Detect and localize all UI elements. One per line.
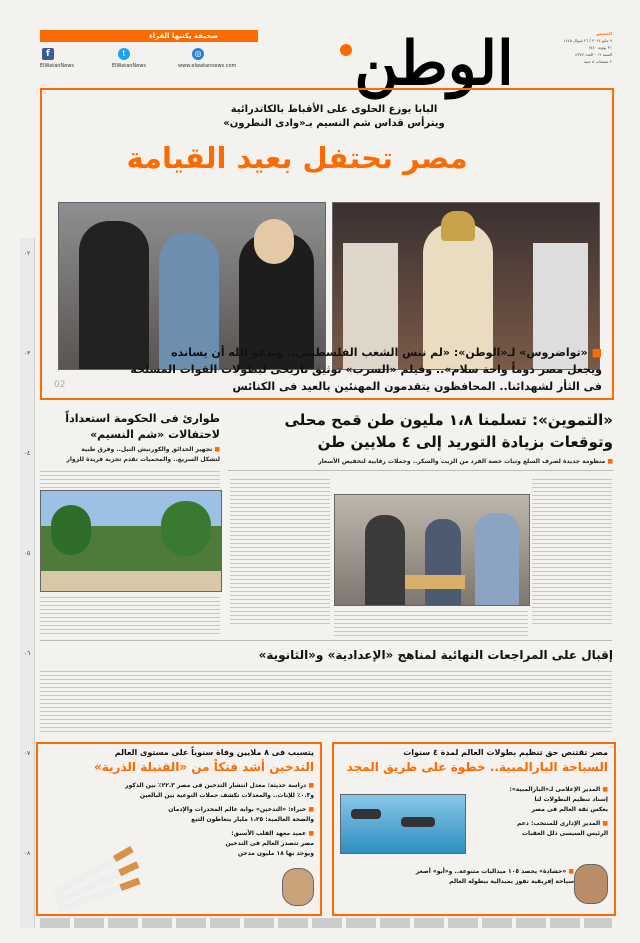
smoking-bullet: ■ دراسة حديثة: معدل انتشار التدخين فى مصر ٢٢.٣٪ بين الذكور bbox=[125, 782, 314, 789]
lead-deck-1-text: «تواضروس» لـ«الوطن»: «لم ننس الشعب الفلسطينى.. وندعو الله أن يسانده bbox=[171, 346, 588, 359]
issue-day: الخميس bbox=[596, 31, 612, 36]
lead-deck-2: ويجعل مصر دوماً واحة سلام».. وفيلم «السرب» توثيق تاريخى لبطولات القوات المسلحة bbox=[130, 363, 602, 376]
website-url[interactable]: www.elwatannews.com bbox=[178, 63, 237, 69]
facebook-handle[interactable]: ElWatanNews bbox=[40, 63, 74, 69]
smoking-bullet-cont: والصحة العالمية: ١،٢٥ مليار يتعاطون التبغ bbox=[191, 816, 314, 823]
author-photo bbox=[282, 868, 314, 906]
swimming-box bbox=[332, 742, 616, 916]
supply-headline-2: وتوقعات بزيادة التوريد إلى ٤ ملايين طن bbox=[317, 433, 613, 451]
swim-bullet: ■ «حشادة» يحصد ١٠٥ ميداليات متنوعة.. و«أبو» أصغر bbox=[415, 868, 574, 875]
spring-sub-2: لتشكل السريع.. والمحميات تقدم تجربة فريدة للزوار bbox=[66, 456, 220, 463]
supply-body-col bbox=[230, 476, 330, 626]
side-index-band bbox=[20, 238, 35, 928]
supply-headline-1: «التموين»: تسلمنا ١،٨ مليون طن قمح محلى bbox=[284, 411, 613, 429]
supply-body-col bbox=[334, 608, 528, 636]
issue-number: السنة ١٢ - العدد ٤٣٧٧ bbox=[575, 52, 612, 57]
smoking-kicker: يتسبب فى ٨ ملايين وفاة سنوياً على مستوى العالم bbox=[114, 748, 314, 757]
side-index-label: ٠٦ bbox=[23, 650, 31, 657]
swim-bullet-cont: إسناد تنظيم البطولات لنا bbox=[534, 796, 608, 803]
side-index-label: ٠٤ bbox=[23, 450, 31, 457]
lead-deck-1: ■ «تواضروس» لـ«الوطن»: «لم ننس الشعب الفلسطينى.. وندعو الله أن يسانده bbox=[171, 346, 602, 359]
smoking-bullet: ■ خبراء: «التدخين» بوابة عالم المخدرات والإدمان bbox=[168, 806, 314, 813]
lead-photo-mass bbox=[332, 202, 600, 370]
smoking-box bbox=[36, 742, 322, 916]
smoking-bullet-text: دراسة حديثة: معدل انتشار التدخين فى مصر ٢٢.٣٪ بين الذكور bbox=[125, 782, 307, 789]
side-index-label: ٠٨ bbox=[23, 850, 31, 857]
smoking-bullet-text: عميد معهد القلب الأسبق: bbox=[231, 830, 307, 837]
lead-photo-visitors bbox=[58, 202, 326, 370]
side-index-label: ٠٢ bbox=[23, 250, 31, 257]
lead-story-box bbox=[40, 88, 614, 400]
issue-price: ٢ صفحات ٥ جنيه bbox=[583, 59, 612, 64]
lead-kicker: البابا يوزع الحلوى على الأقباط بالكاتدرائية bbox=[230, 104, 438, 115]
globe-icon[interactable]: ◎ bbox=[192, 48, 204, 60]
supply-sub: ■ منظومة جديدة لصرف السلع وثبات حصة الفرد من الزيت والسكر.. وحملات رقابية لتخفيض الأسعار bbox=[318, 458, 613, 465]
exams-headline: إقبال على المراجعات النهائية لمناهج «الإعدادية» و«الثانوية» bbox=[258, 648, 613, 662]
issue-info bbox=[550, 30, 612, 82]
smoking-headline: التدخين أشد فتكاً من «القنبلة الذرية» bbox=[94, 760, 314, 774]
cigarettes-illustration bbox=[44, 828, 122, 910]
swim-kicker: مصر تقتنص حق تنظيم بطولات العالم لمدة ٤ سنوات bbox=[403, 748, 608, 757]
swim-bullet-text: المدير الإعلامى لـ«البارالمبية»: bbox=[509, 786, 601, 793]
slogan-bar bbox=[40, 30, 258, 42]
smoking-bullet-cont: و٠.٣٪ للإناث.. والمعدلات تكشف حملات التوعية بين البالغين bbox=[139, 792, 314, 799]
spring-headline-1: طوارئ فى الحكومة استعداداً bbox=[65, 412, 220, 425]
bottom-index-strip bbox=[40, 918, 612, 928]
masthead-logo: الوطن bbox=[354, 29, 514, 99]
twitter-icon[interactable]: t bbox=[118, 48, 130, 60]
swim-bullet-text: «حشادة» يحصد ١٠٥ ميداليات متنوعة.. و«أبو» أصغر bbox=[415, 868, 567, 875]
side-index-label: ٠٥ bbox=[23, 550, 31, 557]
twitter-handle[interactable]: ElWatanNews bbox=[112, 63, 146, 69]
spring-body bbox=[40, 468, 220, 488]
lead-deck-3: فى الثأر لشهدائنا.. المحافظون يتقدمون المهنئين بالعيد فى الكنائس bbox=[232, 380, 602, 393]
swim-bullet-cont: الرئيس السيسى ذلل العقبات bbox=[522, 830, 608, 837]
swimmers-photo bbox=[340, 794, 466, 854]
spring-sub-1-text: تجهيز الحدائق والكورنيش النيل.. وفرق طبية bbox=[81, 446, 213, 453]
smoking-bullet-text: خبراء: «التدخين» بوابة عالم المخدرات والإدمان bbox=[168, 806, 307, 813]
spring-headline-2: لاحتفالات «شم النسيم» bbox=[90, 428, 220, 441]
spring-body-2 bbox=[40, 594, 220, 636]
divider bbox=[40, 640, 612, 641]
smoking-bullet-cont: مصر تتصدر العالم فى التدخين bbox=[225, 840, 314, 847]
side-index-label: ٠٣ bbox=[23, 350, 31, 357]
issue-date: ٩ مايو ٢٠٢٤ / ٢٦ شوال ١٤٤٥ bbox=[563, 38, 612, 43]
side-index-label: ٠٧ bbox=[23, 750, 31, 757]
issue-coptic-date: ٣١ بؤونة ١٧٤٠ bbox=[588, 45, 612, 50]
lead-kicker-2: ويترأس قداس شم النسيم بـ«وادى النطرون» bbox=[223, 118, 445, 129]
swim-bullet: ■ المدير الإعلامى لـ«البارالمبية»: bbox=[509, 786, 608, 793]
swim-bullet-cont: سباحة إفريقية تفوز بميدالية ببطولة العالم bbox=[449, 878, 574, 885]
exams-body bbox=[40, 668, 612, 734]
social-links bbox=[40, 46, 265, 80]
facebook-icon[interactable]: f bbox=[42, 48, 54, 60]
divider bbox=[228, 470, 613, 471]
swim-bullet-text: المدير الإدارى للمنتخب: دعم bbox=[516, 820, 601, 827]
lead-page-ref[interactable]: 02 bbox=[54, 380, 66, 390]
swimmer-portrait bbox=[574, 864, 608, 904]
slogan-text: صحيفة يكتبها القراء bbox=[40, 30, 258, 42]
supply-sub-text: منظومة جديدة لصرف السلع وثبات حصة الفرد من الزيت والسكر.. وحملات رقابية لتخفيض الأسعار bbox=[318, 458, 606, 465]
swim-headline: السباحة البارالمبية.. خطوة على طريق المجد bbox=[346, 760, 608, 774]
swim-bullet: ■ المدير الإدارى للمنتخب: دعم bbox=[516, 820, 608, 827]
lead-headline: مصر تحتفل بعيد القيامة bbox=[126, 141, 468, 175]
spring-park-photo bbox=[40, 490, 222, 592]
smoking-bullet-cont: ويوجد بها ١٨ مليون مدخن bbox=[237, 850, 314, 857]
spring-sub: ■ تجهيز الحدائق والكورنيش النيل.. وفرق طبية bbox=[81, 446, 220, 453]
supply-body-col bbox=[532, 476, 612, 626]
smoking-bullet: ■ عميد معهد القلب الأسبق: bbox=[231, 830, 314, 837]
supply-photo bbox=[334, 494, 530, 606]
swim-bullet-cont: يعكس ثقة العالم فى مصر bbox=[531, 806, 608, 813]
